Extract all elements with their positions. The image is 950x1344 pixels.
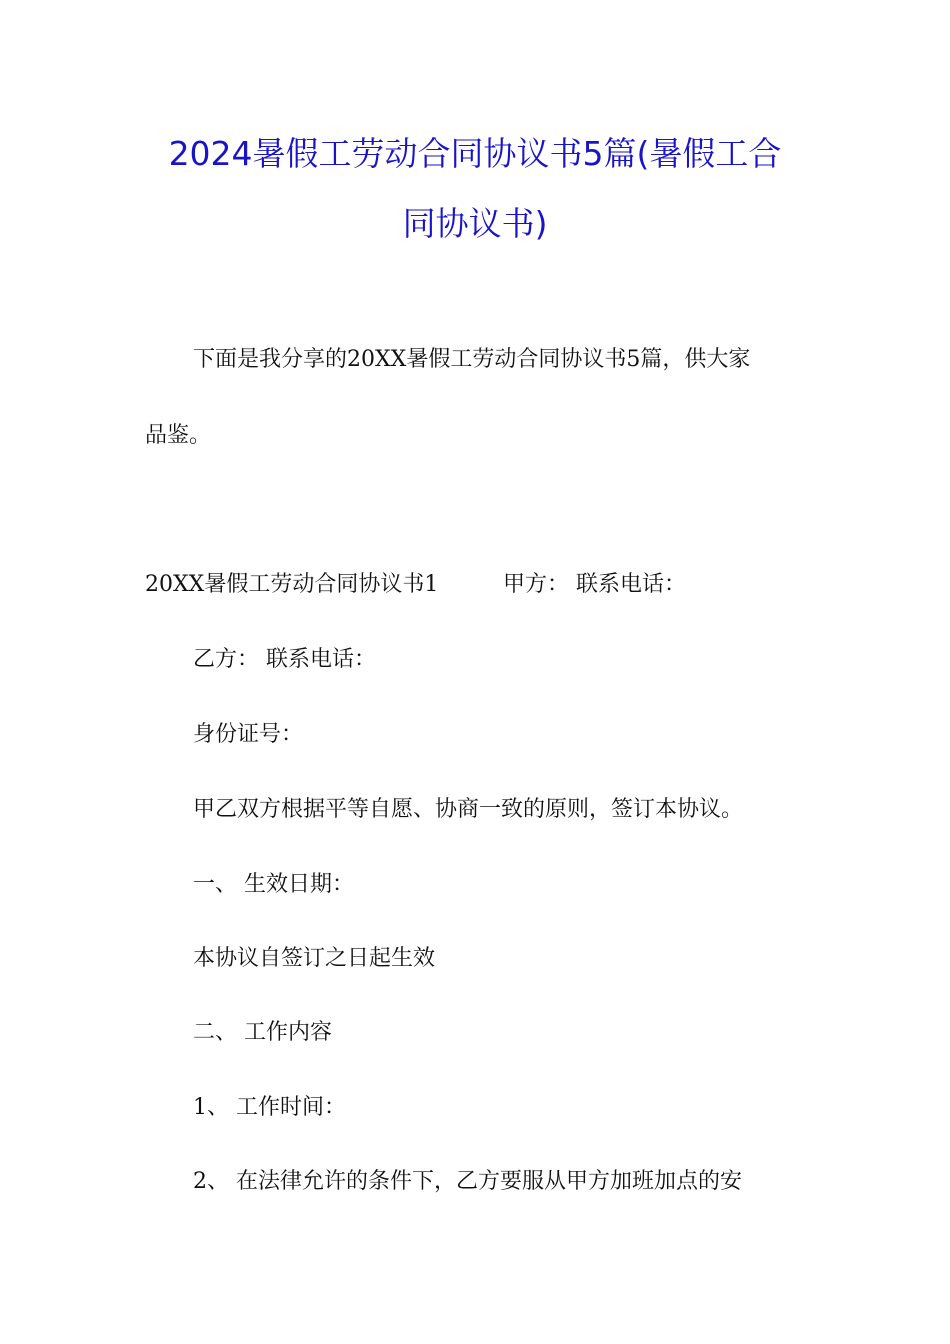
clause-2-item-1: 1、 工作时间： [193, 1095, 346, 1120]
document-title-line-2: 同协议书) [402, 204, 548, 243]
principle-line: 甲乙双方根据平等自愿、协商一致的原则，签订本协议。 [193, 797, 744, 822]
clause-1-heading: 一、 生效日期： [193, 872, 354, 897]
document-title-line-1: 2024暑假工劳动合同协议书5篇(暑假工合 [168, 134, 782, 173]
intro-paragraph-line-1: 下面是我分享的20XX暑假工劳动合同协议书5篇，供大家 [193, 347, 751, 372]
clause-2-heading: 二、 工作内容 [193, 1020, 332, 1045]
section-heading: 20XX暑假工劳动合同协议书1 [145, 572, 439, 597]
intro-paragraph-line-2: 品鉴。 [145, 423, 212, 448]
clause-2-item-2: 2、 在法律允许的条件下，乙方要服从甲方加班加点的安 [193, 1169, 742, 1194]
party-a-line: 甲方： 联系电话： [503, 572, 686, 597]
party-b-line: 乙方： 联系电话： [193, 647, 376, 672]
id-number-line: 身份证号： [193, 722, 304, 747]
clause-1-text: 本协议自签订之日起生效 [193, 946, 436, 971]
